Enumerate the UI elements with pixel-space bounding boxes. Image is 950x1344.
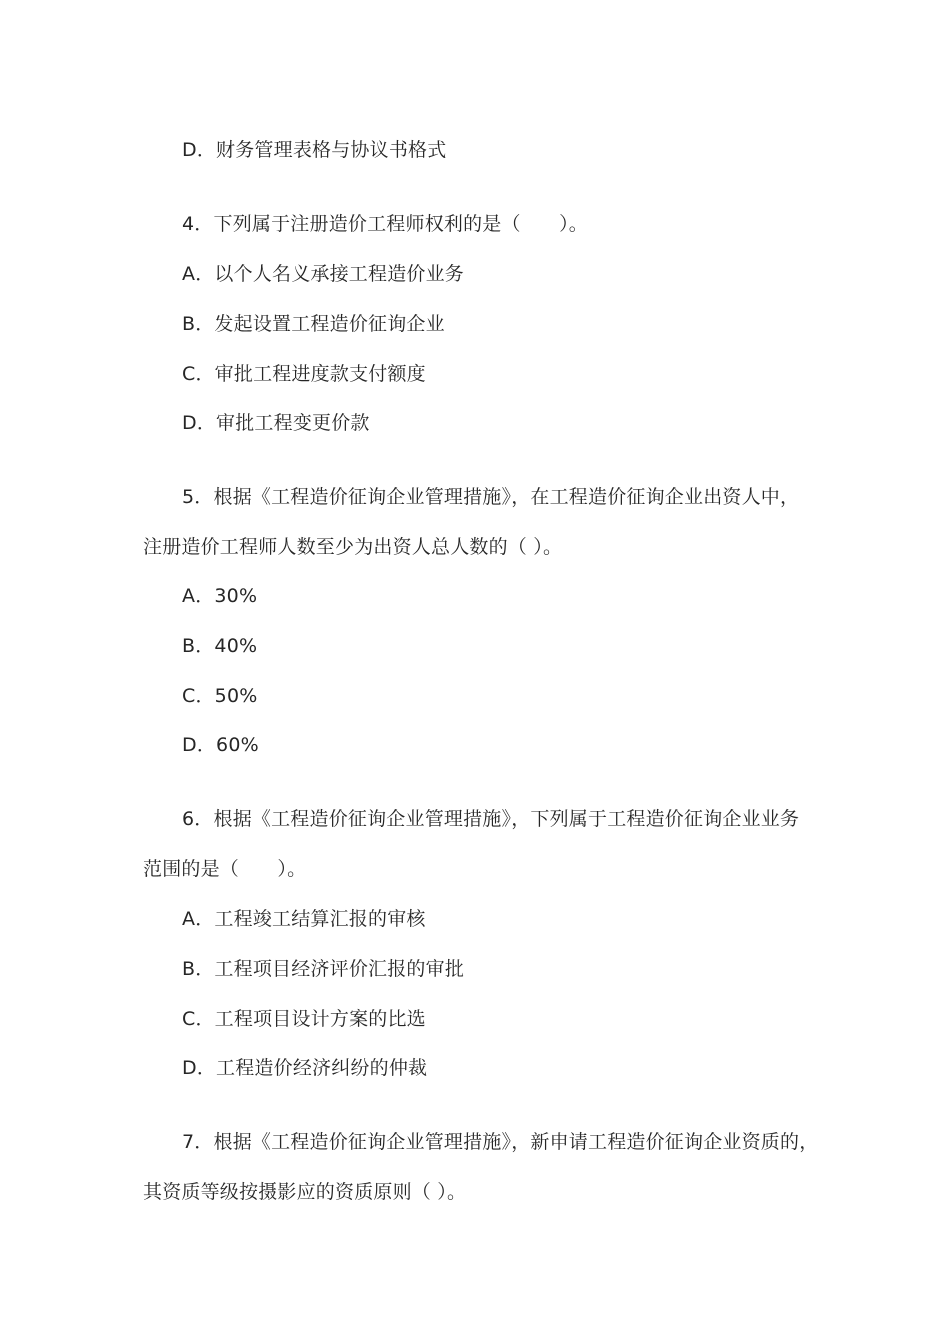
q3-option-d: D．财务管理表格与协议书格式 <box>182 139 447 161</box>
q4-option-c: C．审批工程进度款支付额度 <box>182 363 426 385</box>
q6-stem-line1: 6．根据《工程造价征询企业管理措施》，下列属于工程造价征询企业业务 <box>182 808 800 830</box>
q4-option-a: A．以个人名义承接工程造价业务 <box>182 263 464 285</box>
q6-option-b: B．工程项目经济评价汇报的审批 <box>182 958 465 980</box>
q5-option-b: B．40% <box>182 635 258 657</box>
q5-option-c: C．50% <box>182 685 258 707</box>
q6-stem-line2: 范围的是（ ）。 <box>143 858 307 880</box>
q4-stem: 4．下列属于注册造价工程师权利的是（ ）。 <box>182 213 588 235</box>
q5-option-a: A．30% <box>182 585 258 607</box>
q6-option-d: D．工程造价经济纠纷的仲裁 <box>182 1057 428 1079</box>
q5-stem-line1: 5．根据《工程造价征询企业管理措施》，在工程造价征询企业出资人中， <box>182 486 800 508</box>
q4-option-b: B．发起设置工程造价征询企业 <box>182 313 445 335</box>
q6-option-a: A．工程竣工结算汇报的审核 <box>182 908 426 930</box>
q7-stem-line2: 其资质等级按摄影应的资质原则（ ）。 <box>143 1181 467 1203</box>
q5-option-d: D．60% <box>182 734 259 756</box>
q6-option-c: C．工程项目设计方案的比选 <box>182 1008 426 1030</box>
q4-option-d: D．审批工程变更价款 <box>182 412 370 434</box>
q7-stem-line1: 7．根据《工程造价征询企业管理措施》，新申请工程造价征询企业资质的， <box>182 1131 819 1153</box>
q5-stem-line2: 注册造价工程师人数至少为出资人总人数的（ ）。 <box>143 536 563 558</box>
